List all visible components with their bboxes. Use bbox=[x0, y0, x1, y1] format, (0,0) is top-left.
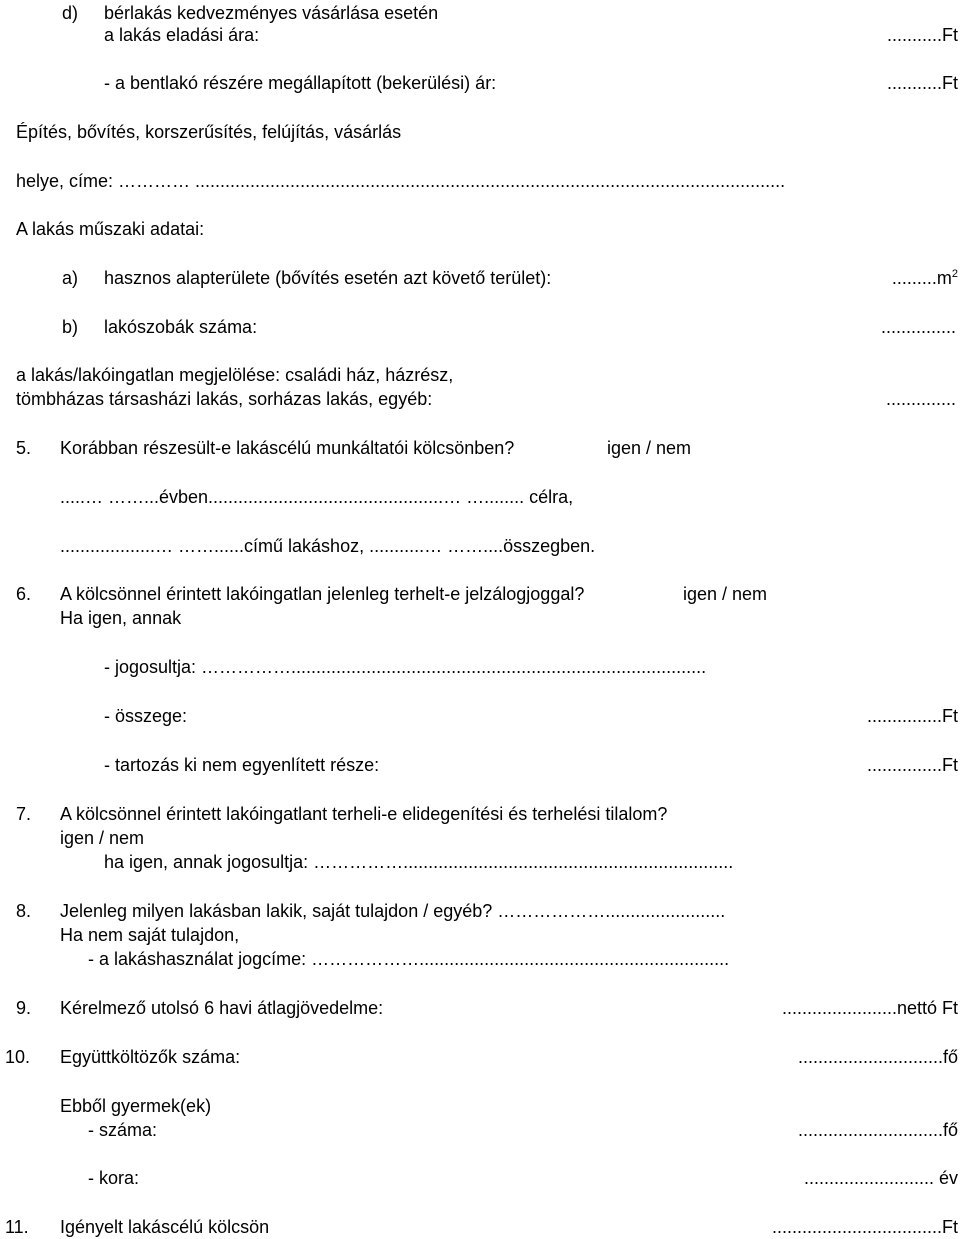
rooms-field[interactable]: ............... bbox=[880, 317, 956, 337]
q10-children-count-field[interactable]: .............................fő bbox=[797, 1120, 958, 1140]
q11-text: Igényelt lakáscélú kölcsön bbox=[60, 1217, 270, 1237]
area-field[interactable] bbox=[892, 267, 958, 289]
q8-title-field[interactable]: - a lakáshasználat jogcíme: ……………….............................................................. bbox=[88, 949, 730, 969]
rooms-label: b) bbox=[62, 317, 79, 337]
q6-debt-label: - tartozás ki nem egyenlített része: bbox=[104, 755, 380, 775]
q5-number: 5. bbox=[16, 438, 32, 458]
q10-number: 10. bbox=[5, 1047, 31, 1067]
q10-count-field[interactable]: .............................fő bbox=[797, 1047, 958, 1067]
q6-amount-label: - összege: bbox=[104, 706, 188, 726]
q6-choice[interactable]: igen / nem bbox=[683, 584, 768, 604]
q5-choice[interactable]: igen / nem bbox=[607, 438, 692, 458]
technical-title: A lakás műszaki adatai: bbox=[16, 219, 205, 239]
q7-number: 7. bbox=[16, 804, 32, 824]
q6-number: 6. bbox=[16, 584, 32, 604]
rooms-text: lakószobák száma: bbox=[104, 317, 258, 337]
location-label: Építés, bővítés, korszerűsítés, felújítás, vásárlás bbox=[16, 122, 402, 142]
q8-text-field[interactable]: Jelenleg milyen lakásban lakik, saját tulajdon / egyéb? ………………........................ bbox=[60, 901, 726, 921]
q6-sub: Ha igen, annak bbox=[60, 608, 182, 628]
q8-sub: Ha nem saját tulajdon, bbox=[60, 925, 240, 945]
location-address-field[interactable]: helye, címe: ………… ...................................................................................................................... bbox=[16, 171, 786, 191]
q10-children-age-field[interactable]: .......................... év bbox=[803, 1168, 958, 1188]
q7-text: A kölcsönnel érintett lakóingatlant terheli-e elidegenítési és terhelési tilalom? bbox=[60, 804, 668, 824]
q9-income-field[interactable]: .......................nettó Ft bbox=[781, 998, 958, 1018]
q11-loan-field[interactable]: ..................................Ft bbox=[771, 1217, 958, 1237]
section-d-line2: a lakás eladási ára: bbox=[104, 25, 260, 45]
designation-line1: a lakás/lakóingatlan megjelölése: családi ház, házrész, bbox=[16, 365, 454, 385]
designation-field[interactable]: .............. bbox=[885, 389, 956, 409]
q9-text: Kérelmező utolsó 6 havi átlagjövedelme: bbox=[60, 998, 384, 1018]
section-d-line3: - a bentlakó részére megállapított (bekerülési) ár: bbox=[104, 73, 497, 93]
area-text: hasznos alapterülete (bővítés esetén azt követő terület): bbox=[104, 268, 552, 288]
q6-amount-field[interactable]: ...............Ft bbox=[866, 706, 958, 726]
q6-text: A kölcsönnel érintett lakóingatlan jelenleg terhelt-e jelzálogjoggal? bbox=[60, 584, 585, 604]
section-d-line1: bérlakás kedvezményes vásárlása esetén bbox=[104, 3, 439, 23]
q10-text: Együttköltözők száma: bbox=[60, 1047, 241, 1067]
q7-choice[interactable]: igen / nem bbox=[60, 828, 145, 848]
q11-number: 11. bbox=[5, 1217, 29, 1237]
q5-address-amount-field[interactable]: ...................… ……......című lakáshoz, ...........… ……....összegben. bbox=[60, 536, 596, 556]
q6-holder-field[interactable]: - jogosultja: ……………................................................................................... bbox=[104, 657, 707, 677]
section-d-label: d) bbox=[62, 3, 79, 23]
q9-number: 9. bbox=[16, 998, 32, 1018]
area-label: a) bbox=[62, 268, 79, 288]
q5-year-purpose-field[interactable]: .....… ……...évben...............................................… …........ célra, bbox=[60, 487, 574, 507]
area-unit-exponent: 2 bbox=[951, 268, 958, 280]
resident-price-field[interactable]: ...........Ft bbox=[886, 73, 958, 93]
q7-holder-field[interactable]: ha igen, annak jogosultja: …………….................................................................. bbox=[104, 852, 734, 872]
designation-line2: tömbházas társasházi lakás, sorházas lakás, egyéb: bbox=[16, 389, 433, 409]
q10-children-age-label: - kora: bbox=[88, 1168, 140, 1188]
sale-price-field[interactable]: ...........Ft bbox=[886, 25, 958, 45]
area-value: .........m bbox=[891, 268, 952, 288]
q5-text: Korábban részesült-e lakáscélú munkáltatói kölcsönben? bbox=[60, 438, 515, 458]
q10-children-label: Ebből gyermek(ek) bbox=[60, 1096, 212, 1116]
q6-debt-field[interactable]: ...............Ft bbox=[866, 755, 958, 775]
q10-children-count-label: - száma: bbox=[88, 1120, 158, 1140]
q8-number: 8. bbox=[16, 901, 32, 921]
